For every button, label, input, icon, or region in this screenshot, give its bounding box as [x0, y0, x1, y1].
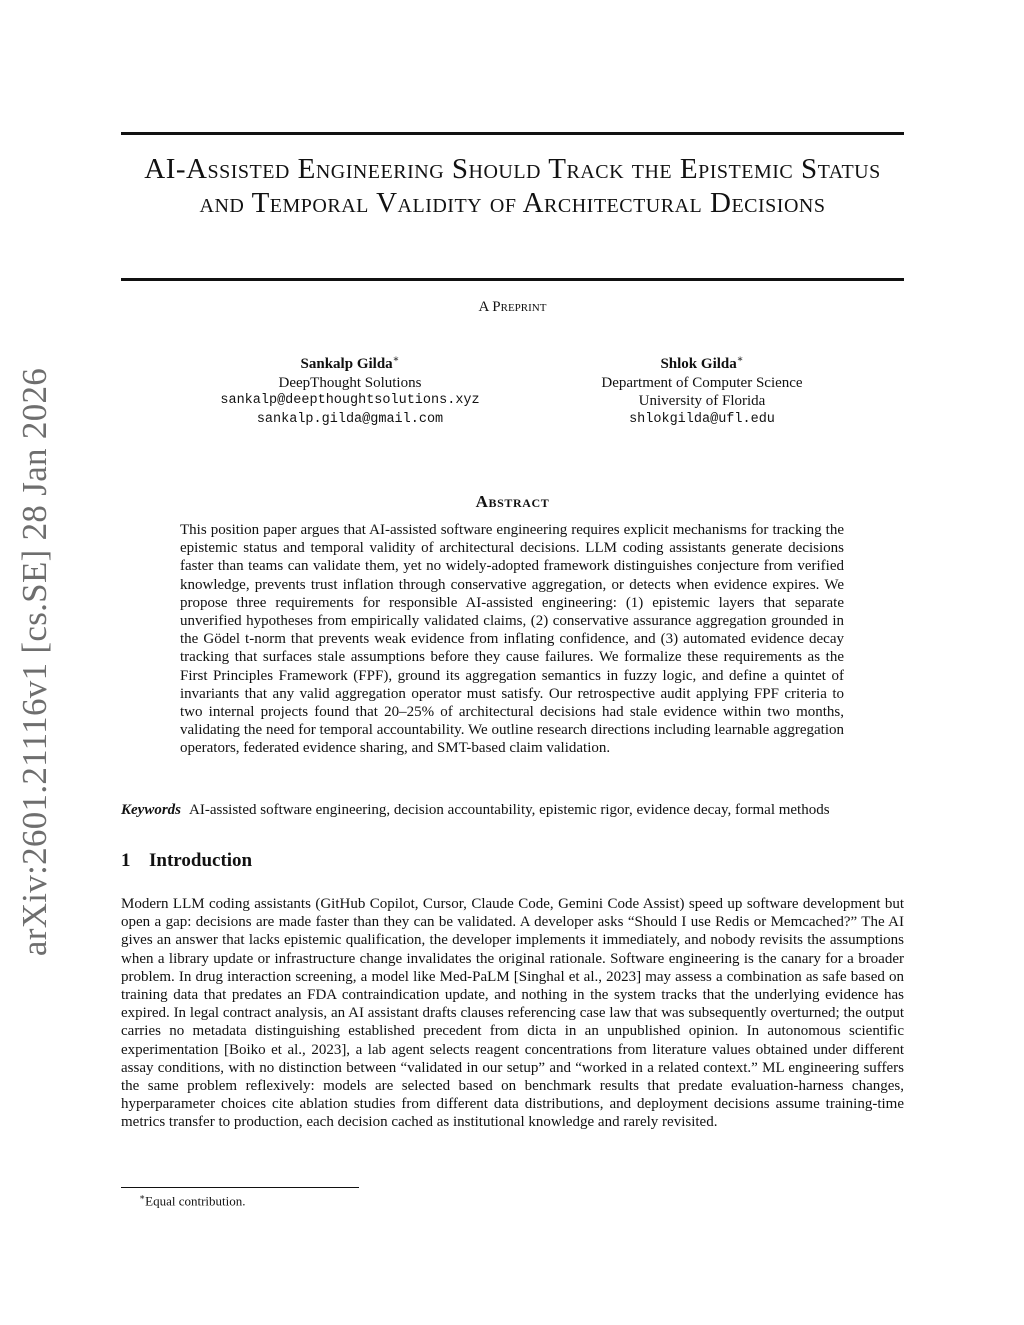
footnote [139, 1192, 246, 1209]
keywords-line [121, 801, 911, 819]
author-email[interactable]: shlokgilda@ufl.edu [629, 411, 775, 427]
author-affiliation-institution: University of Florida [638, 393, 766, 409]
author-block-1 [170, 351, 530, 429]
introduction-paragraph: Modern LLM coding assistants (GitHub Copilot, Cursor, Claude Code, Gemini Code Assist) speed up software development but open a gap: decisions are made faster than they can be validated. A developer asks “Should I use Redis or Memcached?” The AI gives an answer that lacks epistemic qualification, the developer implements it immediately, and nobody revisits the assumptions when a library update or infrastructure change invalidates the original rationale. Software engineering is the canary for a broader problem. In drug interaction screening, a model like Med-PaLM [Singhal et al., 2023] may assess a combination as safe based on training data that predates an FDA contraindication update, and nothing in the system tracks that the underlying evidence has expired. In legal contract analysis, an AI assistant drafts clauses referencing case law that was subsequently overturned; the output carries no metadata distinguishing established precedent from dicta in an unpublished opinion. In autonomous scientific experimentation [Boiko et al., 2023], a lab agent selects reagent concentrations from literature values obtained under different assay conditions, with no distinction between “validated in our setup” and “worked in a related context.” ML engineering suffers the same problem reflexively: models are selected based on benchmark results that predate evaluation-harness changes, hyperparameter choices cite ablation studies from different data distributions, and deployment decisions assume training-time metrics transfer to production, each decision cached as institutional knowledge and rarely revisited. [121, 896, 904, 1131]
footnote-marker: ∗ [736, 354, 744, 365]
author-name: Sankalp Gilda [300, 356, 393, 372]
keywords-label: Keywords [121, 802, 181, 818]
arxiv-identifier-text: arXiv:2601.21116v1 [cs.SE] 28 Jan 2026 [15, 367, 54, 957]
title-bottom-rule [121, 278, 904, 281]
abstract-heading: Abstract [475, 492, 550, 511]
section-number: 1 [121, 850, 131, 871]
paper-title: AI-Assisted Engineering Should Track the Epistemic Status and Temporal Validity of Architectural Decisions [144, 153, 881, 219]
author-affiliation: DeepThought Solutions [278, 374, 422, 391]
author-name-line [170, 351, 530, 374]
footnote-rule [121, 1187, 359, 1188]
section-heading [121, 850, 252, 872]
author-name-line [522, 351, 882, 374]
section-title: Introduction [149, 850, 253, 871]
author-email[interactable]: sankalp@deepthoughtsolutions.xyz [220, 393, 480, 408]
arxiv-identifier-stamp [0, 367, 70, 957]
preprint-label: A Preprint [478, 299, 547, 315]
author-affiliation: Department of Computer Science [601, 374, 803, 391]
author-name: Shlok Gilda [660, 356, 737, 372]
footnote-marker: ∗ [392, 354, 400, 365]
author-block-2 [522, 351, 882, 429]
keywords-text: AI-assisted software engineering, decision accountability, epistemic rigor, evidence decay, formal methods [189, 802, 830, 818]
footnote-mark: ∗ [139, 1192, 146, 1202]
author-email[interactable]: sankalp.gilda@gmail.com [256, 411, 444, 427]
title-top-rule [121, 132, 904, 135]
footnote-text: Equal contribution. [145, 1193, 246, 1209]
abstract-text: This position paper argues that AI-assisted software engineering requires explicit mechanisms for tracking the epistemic status and temporal validity of architectural decisions. LLM coding assistants generate decisions faster than teams can validate them, yet no widely-adopted framework distinguishes conjecture from verified knowledge, prevents trust inflation through conservative aggregation, or detects when evidence expires. We propose three requirements for responsible AI-assisted engineering: (1) epistemic layers that separate unverified hypotheses from empirically validated claims, (2) conservative assurance aggregation grounded in the Gödel t-norm that prevents weak evidence from inflating confidence, and (3) automated evidence decay tracking that surfaces stale assumptions before they cause failures. We formalize these requirements as the First Principles Framework (FPF), ground its aggregation semantics in fuzzy logic, and define a quintet of invariants that any valid aggregation operator must satisfy. Our retrospective audit applying FPF criteria to two internal projects found that 20–25% of architectural decisions had stale evidence within two months, validating the need for temporal accountability. We outline research directions including learnable aggregation operators, federated evidence sharing, and SMT-based claim validation. [180, 522, 844, 757]
